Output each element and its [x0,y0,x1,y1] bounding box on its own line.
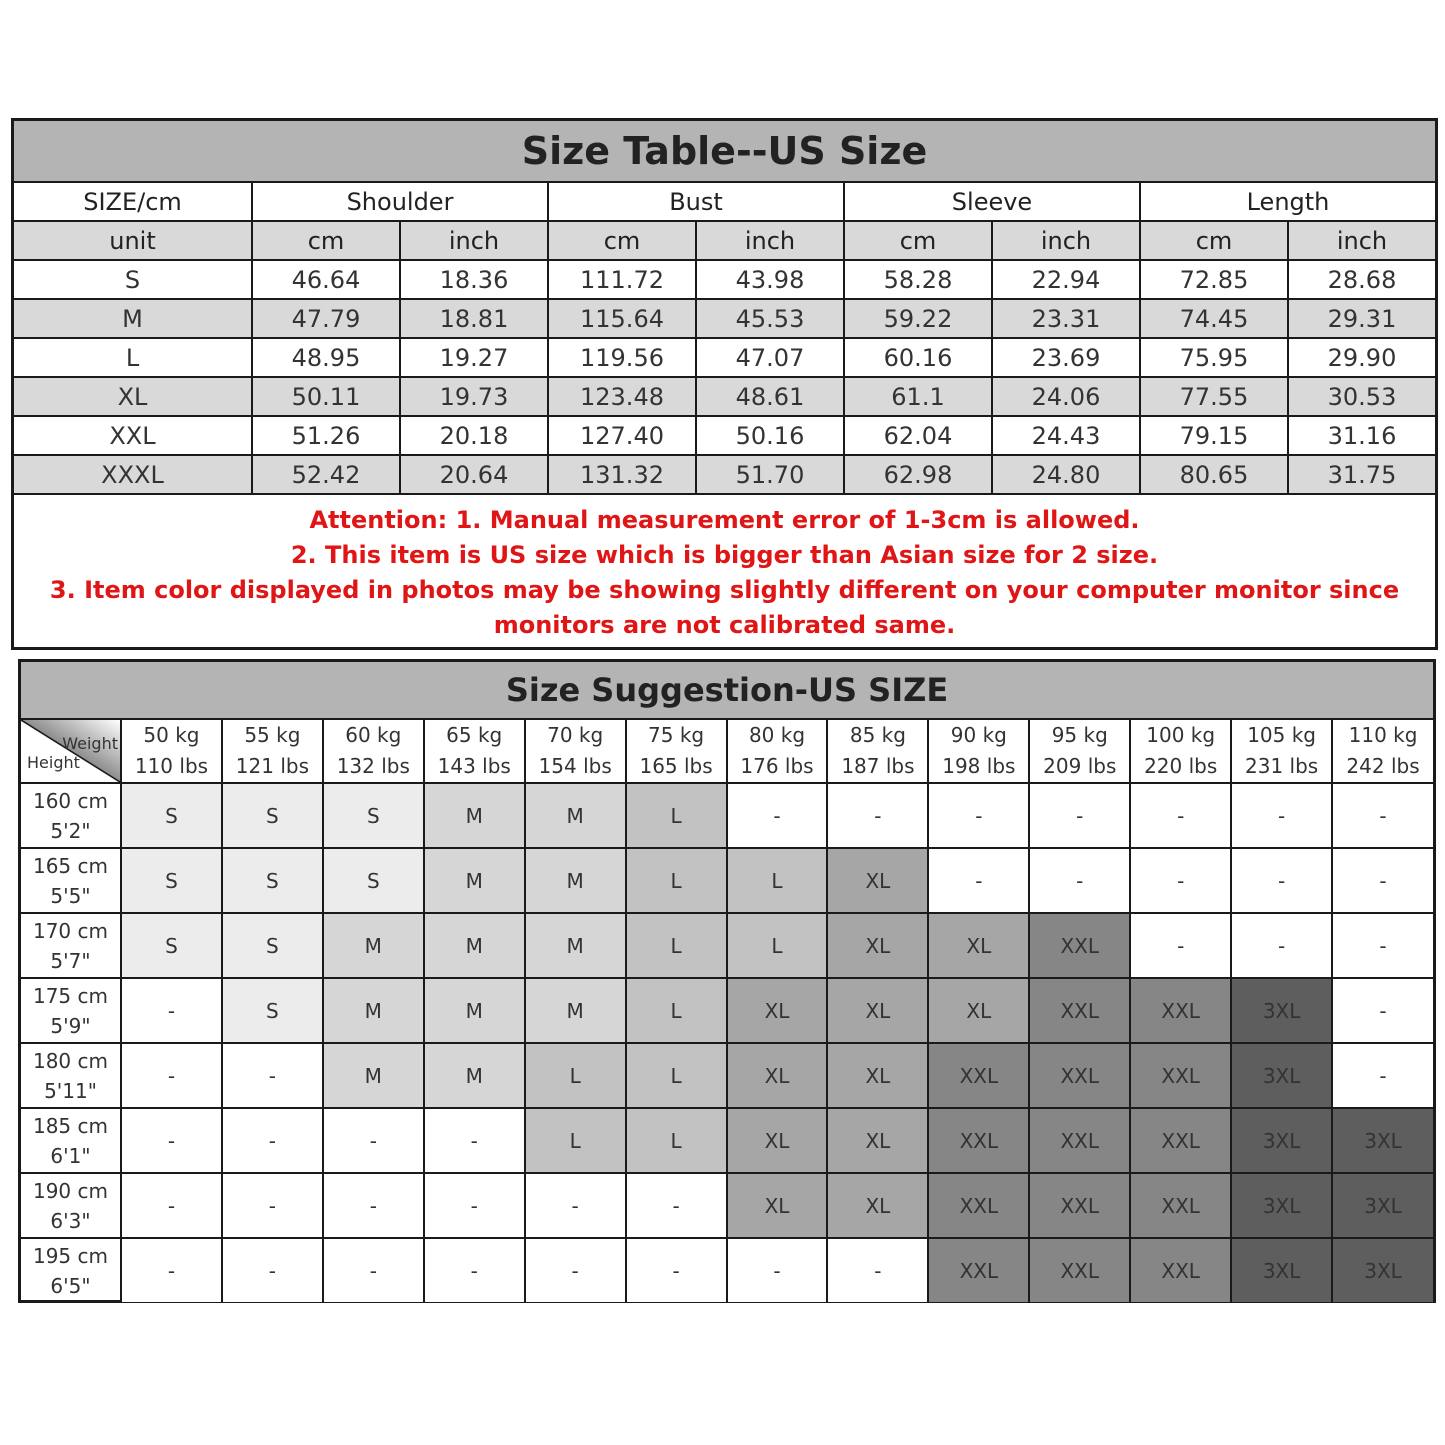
suggested-size: - [323,1108,424,1173]
suggested-size: L [525,1108,626,1173]
size-suggestion-title: Size Suggestion-US SIZE [21,662,1433,720]
suggested-size: M [424,783,525,848]
measurement-value: 23.69 [992,338,1140,377]
suggested-size: XXL [1029,1108,1130,1173]
suggested-size: - [1029,848,1130,913]
unit-cell: cm [844,221,992,260]
height-cm: 185 cm [32,1113,108,1138]
suggested-size: XXL [1130,1043,1231,1108]
height-cm: 165 cm [32,853,108,878]
measurement-value: 119.56 [548,338,696,377]
unit-cell: cm [1140,221,1288,260]
suggested-size: 3XL [1332,1238,1433,1302]
suggested-size: - [1231,783,1332,848]
weight-lbs: 165 lbs [639,754,713,778]
attention-line-3: 3. Item color displayed in photos may be showing slightly different on your computer monitor since monitors are not calibrated same. [49,576,1400,639]
weight-lbs: 209 lbs [1043,754,1117,778]
weight-lbs: 110 lbs [134,754,209,778]
measurement-value: 30.53 [1288,377,1435,416]
suggested-size: - [1130,783,1231,848]
height-header [21,1173,121,1238]
suggested-size: - [121,1173,222,1238]
attention-line-2: 2. This item is US size which is bigger than Asian size for 2 size. [290,541,1159,569]
suggested-size: - [1332,978,1433,1043]
height-header [21,848,121,913]
suggested-size: L [727,913,828,978]
measurement-value: 24.43 [992,416,1140,455]
suggested-size: - [1130,848,1231,913]
height-header [21,783,121,848]
height-row [21,913,1433,978]
suggested-size: S [222,783,323,848]
measurement-value: 131.32 [548,455,696,494]
suggested-size: XL [827,1108,928,1173]
size-row [14,377,1435,416]
size-row [14,455,1435,494]
weight-header [525,720,626,783]
measurement-value: 123.48 [548,377,696,416]
height-ft: 5'2" [50,818,91,843]
measurement-value: 75.95 [1140,338,1288,377]
height-row [21,848,1433,913]
attention-line-1: Attention: 1. Manual measurement error of 1-3cm is allowed. [309,506,1140,534]
weight-kg: 90 kg [950,723,1007,747]
weight-header [424,720,525,783]
suggested-size: - [827,1238,928,1302]
weight-kg: 75 kg [648,723,705,747]
suggested-size: - [323,1173,424,1238]
size-name: XL [14,377,252,416]
weight-lbs: 121 lbs [235,754,309,778]
suggested-size: - [1332,913,1433,978]
measurement-value: 24.80 [992,455,1140,494]
measurement-value: 29.31 [1288,299,1435,338]
suggested-size: S [121,913,222,978]
weight-kg: 55 kg [244,723,301,747]
measurement-value: 59.22 [844,299,992,338]
suggested-size: L [626,1043,727,1108]
suggested-size: - [1332,783,1433,848]
weight-header [1029,720,1130,783]
measurement-value: 22.94 [992,260,1140,299]
size-row [14,299,1435,338]
suggested-size: XXL [1130,1108,1231,1173]
weight-kg: 95 kg [1051,723,1108,747]
measurement-value: 31.75 [1288,455,1435,494]
height-row [21,783,1433,848]
suggested-size: XXL [1029,1043,1130,1108]
weight-height-corner [21,720,121,783]
corner-weight-label: Weight [62,734,118,753]
suggested-size: XXL [1029,1173,1130,1238]
measurement-value: 19.73 [400,377,548,416]
suggested-size: - [121,978,222,1043]
measurement-value: 18.81 [400,299,548,338]
suggested-size: M [525,783,626,848]
height-ft: 6'3" [50,1208,91,1233]
height-row [21,978,1433,1043]
group-sleeve: Sleeve [844,183,1140,221]
size-table [11,118,1438,650]
suggested-size: - [222,1238,323,1302]
suggested-size: - [222,1173,323,1238]
height-header [21,978,121,1043]
height-cm: 190 cm [32,1178,108,1203]
suggested-size: - [928,848,1029,913]
measurement-value: 46.64 [252,260,400,299]
suggested-size: S [222,848,323,913]
suggested-size: XXL [928,1238,1029,1302]
height-cm: 170 cm [32,918,108,943]
unit-cell: inch [1288,221,1435,260]
weight-header [323,720,424,783]
measurement-value: 18.36 [400,260,548,299]
suggested-size: - [1231,848,1332,913]
measurement-value: 52.42 [252,455,400,494]
suggested-size: XXL [1029,1238,1130,1302]
weight-lbs: 220 lbs [1144,754,1218,778]
corner-height-label: Height [27,753,80,772]
weight-header [1231,720,1332,783]
unit-label: unit [14,221,252,260]
measurement-value: 23.31 [992,299,1140,338]
height-ft: 5'9" [50,1013,91,1038]
height-row [21,1173,1433,1238]
suggested-size: S [222,913,323,978]
measurement-value: 48.95 [252,338,400,377]
unit-cell: cm [548,221,696,260]
measurement-value: 72.85 [1140,260,1288,299]
height-cm: 160 cm [32,788,108,813]
suggested-size: M [525,913,626,978]
suggested-size: XL [727,1173,828,1238]
group-shoulder: Shoulder [252,183,548,221]
measurement-value: 20.64 [400,455,548,494]
suggested-size: 3XL [1332,1108,1433,1173]
suggested-size: L [626,848,727,913]
suggested-size: - [525,1238,626,1302]
suggested-size: M [323,978,424,1043]
unit-cell: inch [992,221,1140,260]
weight-kg: 60 kg [345,723,402,747]
size-row [14,338,1435,377]
measurement-value: 45.53 [696,299,844,338]
suggested-size: L [525,1043,626,1108]
measurement-value: 111.72 [548,260,696,299]
size-suggestion-grid [21,720,1433,1302]
weight-lbs: 143 lbs [437,754,511,778]
suggested-size: - [1130,913,1231,978]
suggested-size: L [626,1108,727,1173]
suggested-size: M [323,913,424,978]
suggested-size: XXL [928,1108,1029,1173]
suggested-size: S [323,783,424,848]
suggested-size: S [121,848,222,913]
weight-header [928,720,1029,783]
attention-notice [14,495,1435,643]
unit-cell: cm [252,221,400,260]
suggested-size: - [928,783,1029,848]
suggested-size: L [727,848,828,913]
weight-header [121,720,222,783]
measurement-value: 47.07 [696,338,844,377]
suggested-size: - [1332,1043,1433,1108]
weight-header [1332,720,1433,783]
weight-lbs: 154 lbs [538,754,612,778]
measurement-value: 51.26 [252,416,400,455]
height-cm: 180 cm [32,1048,108,1073]
height-ft: 6'1" [50,1143,91,1168]
weight-header [626,720,727,783]
measurement-value: 28.68 [1288,260,1435,299]
size-name: M [14,299,252,338]
suggested-size: - [1231,913,1332,978]
unit-cell: inch [696,221,844,260]
suggested-size: XXL [928,1173,1029,1238]
suggested-size: - [121,1043,222,1108]
measurement-value: 80.65 [1140,455,1288,494]
suggested-size: - [121,1238,222,1302]
suggested-size: XL [727,1108,828,1173]
size-name: L [14,338,252,377]
suggested-size: - [121,1108,222,1173]
size-measurement-table [14,183,1435,495]
suggested-size: - [424,1108,525,1173]
weight-lbs: 132 lbs [336,754,410,778]
suggested-size: - [525,1173,626,1238]
measurement-value: 74.45 [1140,299,1288,338]
measurement-value: 50.11 [252,377,400,416]
group-length: Length [1140,183,1435,221]
measurement-value: 77.55 [1140,377,1288,416]
weight-lbs: 242 lbs [1346,754,1420,778]
measurement-value: 115.64 [548,299,696,338]
suggested-size: - [222,1108,323,1173]
suggested-size: - [727,783,828,848]
height-ft: 5'5" [50,883,91,908]
size-column-label: SIZE/cm [14,183,252,221]
suggested-size: XL [727,1043,828,1108]
suggested-size: 3XL [1231,978,1332,1043]
suggested-size: XXL [1130,1238,1231,1302]
suggested-size: XL [827,848,928,913]
suggested-size: - [424,1238,525,1302]
measurement-value: 79.15 [1140,416,1288,455]
weight-header [1130,720,1231,783]
suggested-size: XL [827,913,928,978]
suggested-size: - [1332,848,1433,913]
measurement-value: 58.28 [844,260,992,299]
height-ft: 5'7" [50,948,91,973]
suggested-size: M [424,848,525,913]
weight-kg: 70 kg [547,723,604,747]
suggested-size: - [727,1238,828,1302]
measurement-value: 51.70 [696,455,844,494]
weight-lbs: 187 lbs [841,754,915,778]
measurement-value: 50.16 [696,416,844,455]
suggested-size: 3XL [1332,1173,1433,1238]
suggested-size: - [323,1238,424,1302]
measurement-value: 43.98 [696,260,844,299]
weight-kg: 105 kg [1247,723,1316,747]
size-table-unit-header [14,221,1435,260]
unit-cell: inch [400,221,548,260]
height-ft: 5'11" [44,1078,97,1103]
suggested-size: S [323,848,424,913]
suggested-size: M [525,978,626,1043]
size-row [14,416,1435,455]
suggested-size: XL [827,1043,928,1108]
size-suggestion-table [18,659,1436,1303]
height-header [21,1043,121,1108]
suggested-size: XXL [928,1043,1029,1108]
measurement-value: 19.27 [400,338,548,377]
suggested-size: S [121,783,222,848]
suggested-size: M [424,913,525,978]
weight-kg: 110 kg [1348,723,1418,747]
measurement-value: 20.18 [400,416,548,455]
suggested-size: M [424,1043,525,1108]
suggested-size: - [1029,783,1130,848]
suggested-size: L [626,913,727,978]
size-suggestion-body [21,720,1433,1302]
size-row [14,260,1435,299]
suggested-size: XL [827,978,928,1043]
weight-lbs: 231 lbs [1245,754,1319,778]
weight-header-row [21,720,1433,783]
height-header [21,913,121,978]
size-name: XXL [14,416,252,455]
measurement-value: 31.16 [1288,416,1435,455]
suggested-size: XXL [1029,913,1130,978]
size-name: S [14,260,252,299]
measurement-value: 24.06 [992,377,1140,416]
suggested-size: XXL [1130,1173,1231,1238]
height-cm: 195 cm [32,1243,108,1268]
suggested-size: XXL [1130,978,1231,1043]
suggested-size: XL [928,978,1029,1043]
measurement-value: 48.61 [696,377,844,416]
weight-kg: 50 kg [143,723,200,747]
size-table-title: Size Table--US Size [14,121,1435,183]
suggested-size: - [626,1238,727,1302]
suggested-size: M [323,1043,424,1108]
measurement-value: 47.79 [252,299,400,338]
measurement-value: 62.04 [844,416,992,455]
measurement-value: 29.90 [1288,338,1435,377]
height-row [21,1108,1433,1173]
size-table-group-header [14,183,1435,221]
suggested-size: - [222,1043,323,1108]
suggested-size: XXL [1029,978,1130,1043]
weight-kg: 85 kg [849,723,906,747]
height-row [21,1043,1433,1108]
weight-header [827,720,928,783]
suggested-size: XL [727,978,828,1043]
height-ft: 6'5" [50,1273,91,1298]
height-header [21,1238,121,1302]
size-name: XXXL [14,455,252,494]
suggested-size: L [626,783,727,848]
suggested-size: 3XL [1231,1173,1332,1238]
measurement-value: 60.16 [844,338,992,377]
measurement-value: 61.1 [844,377,992,416]
height-row [21,1238,1433,1302]
suggested-size: 3XL [1231,1108,1332,1173]
suggested-size: M [525,848,626,913]
weight-header [222,720,323,783]
suggested-size: XL [827,1173,928,1238]
suggested-size: - [626,1173,727,1238]
measurement-value: 127.40 [548,416,696,455]
suggested-size: - [424,1173,525,1238]
suggested-size: S [222,978,323,1043]
measurement-value: 62.98 [844,455,992,494]
size-table-body [14,260,1435,494]
weight-kg: 100 kg [1146,723,1216,747]
weight-lbs: 176 lbs [740,754,814,778]
weight-lbs: 198 lbs [942,754,1016,778]
suggested-size: XL [928,913,1029,978]
weight-header [727,720,828,783]
suggested-size: 3XL [1231,1238,1332,1302]
weight-kg: 80 kg [748,723,806,747]
weight-kg: 65 kg [446,723,503,747]
group-bust: Bust [548,183,844,221]
height-header [21,1108,121,1173]
suggested-size: L [626,978,727,1043]
height-cm: 175 cm [32,983,108,1008]
suggested-size: 3XL [1231,1043,1332,1108]
suggested-size: - [827,783,928,848]
suggested-size: M [424,978,525,1043]
